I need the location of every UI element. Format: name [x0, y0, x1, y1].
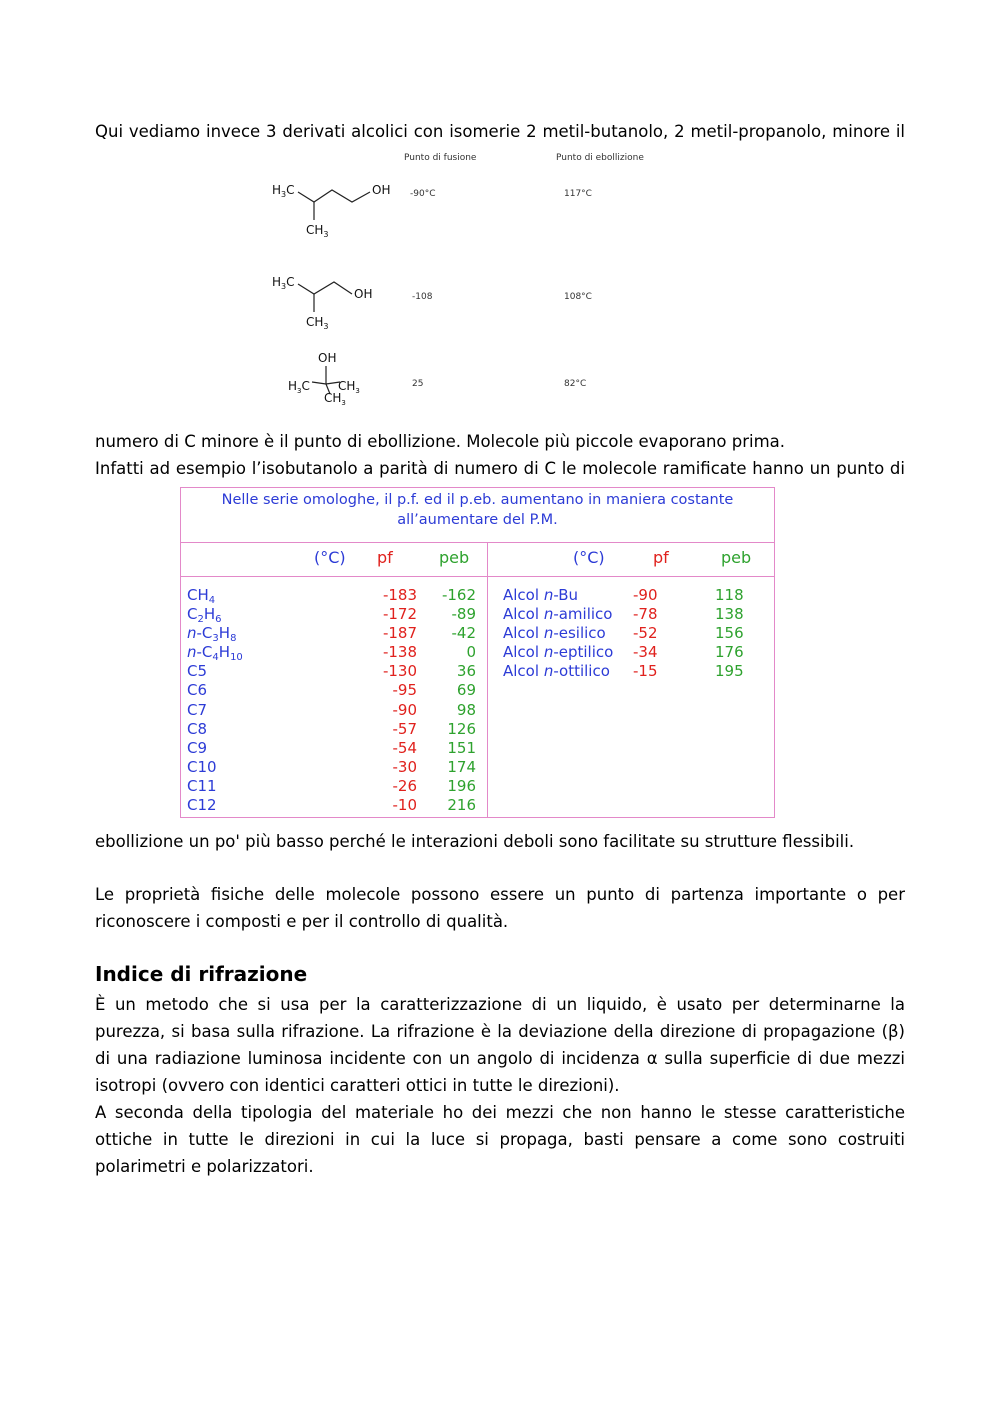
table-row	[503, 624, 773, 643]
molecule-2-melting: -108	[412, 292, 433, 302]
table-row	[187, 605, 487, 624]
table-divider-header	[181, 576, 774, 577]
intro-paragraph: Qui vediamo invece 3 derivati alcolici con isomerie 2 metil-butanolo, 2 metil-propanolo, minore il	[95, 122, 905, 141]
table-divider-vertical	[487, 542, 488, 817]
compound-name: $n-C_4H_{10}$	[187, 643, 243, 664]
compound-name: C11	[187, 776, 217, 795]
compound-name: C7	[187, 700, 208, 719]
table-row	[187, 624, 487, 643]
compound-name: C9	[187, 738, 208, 757]
table-row	[187, 701, 487, 720]
table-row	[503, 643, 773, 662]
compound-name: $n-C_3H_8$	[187, 624, 237, 645]
table-row	[187, 662, 487, 681]
melting-point-header: Punto di fusione	[404, 153, 477, 163]
molecule-1-ch3: $CH_3$	[306, 223, 329, 239]
peb-value: 151	[447, 738, 476, 757]
peb-value: 98	[456, 700, 476, 719]
peb-value: 0	[466, 643, 476, 662]
compound-name: C10	[187, 757, 217, 776]
molecule-3-h3c: $H_3C$	[288, 379, 310, 395]
refraction-paragraph-1: È un metodo che si usa per la caratterizzazione di un liquido, è usato per determinarne la purezza, si basa sulla rifrazione. La rifrazione è la deviazione della direzione di propagazione (β) di una radiazione luminosa incidente con un angolo di incidenza α sulla superficie di due mezzi isotropi (ovvero con identici caratteri ottici in tutte le direzioni).	[95, 995, 905, 1095]
left-pf-header: pf	[377, 548, 393, 567]
peb-value: -89	[451, 605, 476, 624]
molecule-1-h3c: $H_3C$	[272, 183, 295, 199]
pf-value: -138	[382, 643, 417, 662]
peb-value: -162	[441, 586, 476, 604]
molecule-1-melting: -90°C	[410, 189, 436, 199]
table-row	[187, 758, 487, 777]
pf-value: -34	[633, 643, 658, 662]
after-figure-line-2: Infatti ad esempio l’isobutanolo a parità di numero di C le molecole ramificate hanno un punto di	[95, 459, 905, 478]
alcohol-isomers-figure	[262, 148, 662, 410]
peb-value: -42	[451, 624, 476, 643]
alkane-rows	[187, 586, 487, 815]
molecule-2-boiling: 108°C	[564, 292, 592, 302]
pf-value: -95	[392, 681, 417, 700]
molecule-3-ch3-right: $CH_3$	[338, 379, 360, 395]
molecule-3-melting: 25	[412, 379, 424, 389]
peb-value: 174	[447, 757, 476, 776]
table-row	[503, 662, 773, 681]
pf-value: -90	[392, 700, 417, 719]
table-row	[187, 681, 487, 700]
molecule-2-oh: OH	[354, 287, 373, 301]
molecule-3-structure	[312, 366, 340, 394]
compound-name: C6	[187, 681, 208, 700]
peb-value: 36	[456, 662, 476, 681]
pf-value: -10	[392, 796, 417, 815]
molecule-2-h3c: $H_3C$	[272, 275, 295, 291]
peb-value: 126	[447, 719, 476, 738]
left-unit-header: (°C)	[314, 548, 346, 567]
table-row	[503, 605, 773, 624]
right-unit-header: (°C)	[573, 548, 605, 567]
refraction-paragraph-2: A seconda della tipologia del materiale ho dei mezzi che non hanno le stesse caratteristiche ottiche in tutte le direzioni in cui la luce si propaga, basti pensare a come sono costruiti polarimetri e polarizzatori.	[95, 1103, 905, 1176]
pf-value: -57	[392, 719, 417, 738]
table-divider-top	[181, 542, 774, 543]
boiling-point-header: Punto di ebollizione	[556, 153, 644, 163]
after-table-paragraph: ebollizione un po' più basso perché le interazioni deboli sono facilitate su strutture flessibili.	[95, 832, 855, 851]
table-row	[187, 739, 487, 758]
peb-value: 118	[715, 586, 744, 604]
peb-value: 195	[715, 662, 744, 681]
table-row	[187, 796, 487, 815]
structural-formulas	[262, 148, 402, 410]
pf-value: -30	[392, 757, 417, 776]
pf-value: -183	[382, 586, 417, 604]
alcohol-name: Alcol n-esilico	[503, 624, 606, 643]
left-peb-header: peb	[439, 548, 470, 567]
peb-value: 216	[447, 796, 476, 815]
alcohol-name: Alcol n-Bu	[503, 586, 579, 604]
table-row	[187, 643, 487, 662]
molecule-2-structure	[298, 282, 352, 312]
table-row	[187, 777, 487, 796]
compound-name: C8	[187, 719, 208, 738]
peb-value: 196	[447, 776, 476, 795]
table-title-line-2: all’aumentare del P.M.	[397, 512, 558, 528]
alcohol-rows	[503, 586, 773, 681]
table-title-line-1: Nelle serie omologhe, il p.f. ed il p.eb. aumentano in maniera costante	[221, 492, 734, 508]
molecule-1-structure	[298, 190, 370, 220]
section-heading: Indice di rifrazione	[95, 962, 308, 986]
alcohol-name: Alcol n-eptilico	[503, 643, 614, 662]
table-row	[187, 586, 487, 605]
molecule-3-boiling: 82°C	[564, 379, 587, 389]
homologous-series-table	[180, 487, 775, 818]
pf-value: -52	[633, 624, 658, 643]
peb-value: 69	[456, 681, 476, 700]
molecule-1-boiling: 117°C	[564, 189, 592, 199]
peb-value: 176	[715, 643, 744, 662]
molecule-2-ch3: $CH_3$	[306, 315, 329, 331]
molecule-3-oh: OH	[318, 351, 337, 365]
pf-value: -54	[392, 738, 417, 757]
pf-value: -15	[633, 662, 658, 681]
table-row	[503, 586, 773, 605]
compound-name: $C_2H_6$	[187, 605, 222, 626]
pf-value: -187	[382, 624, 417, 643]
compound-name: C12	[187, 796, 217, 815]
pf-value: -172	[382, 605, 417, 624]
molecule-1-oh: OH	[372, 183, 391, 197]
peb-value: 138	[715, 605, 744, 624]
right-pf-header: pf	[653, 548, 669, 567]
compound-name: C5	[187, 662, 208, 681]
alcohol-name: Alcol n-amilico	[503, 605, 613, 624]
pf-value: -130	[382, 662, 417, 681]
molecule-3-ch3-bottom: $CH_3$	[324, 391, 346, 407]
table-row	[187, 720, 487, 739]
after-figure-line-1: numero di C minore è il punto di ebollizione. Molecole più piccole evaporano prima.	[95, 432, 786, 451]
peb-value: 156	[715, 624, 744, 643]
physical-properties-paragraph: Le proprietà fisiche delle molecole possono essere un punto di partenza importante o per riconoscere i composti e per il controllo di qualità.	[95, 885, 905, 931]
compound-name: $CH_4$	[187, 586, 216, 606]
pf-value: -78	[633, 605, 658, 624]
alcohol-name: Alcol n-ottilico	[503, 662, 610, 681]
pf-value: -90	[633, 586, 658, 604]
pf-value: -26	[392, 776, 417, 795]
right-peb-header: peb	[721, 548, 752, 567]
table-title	[181, 490, 774, 530]
